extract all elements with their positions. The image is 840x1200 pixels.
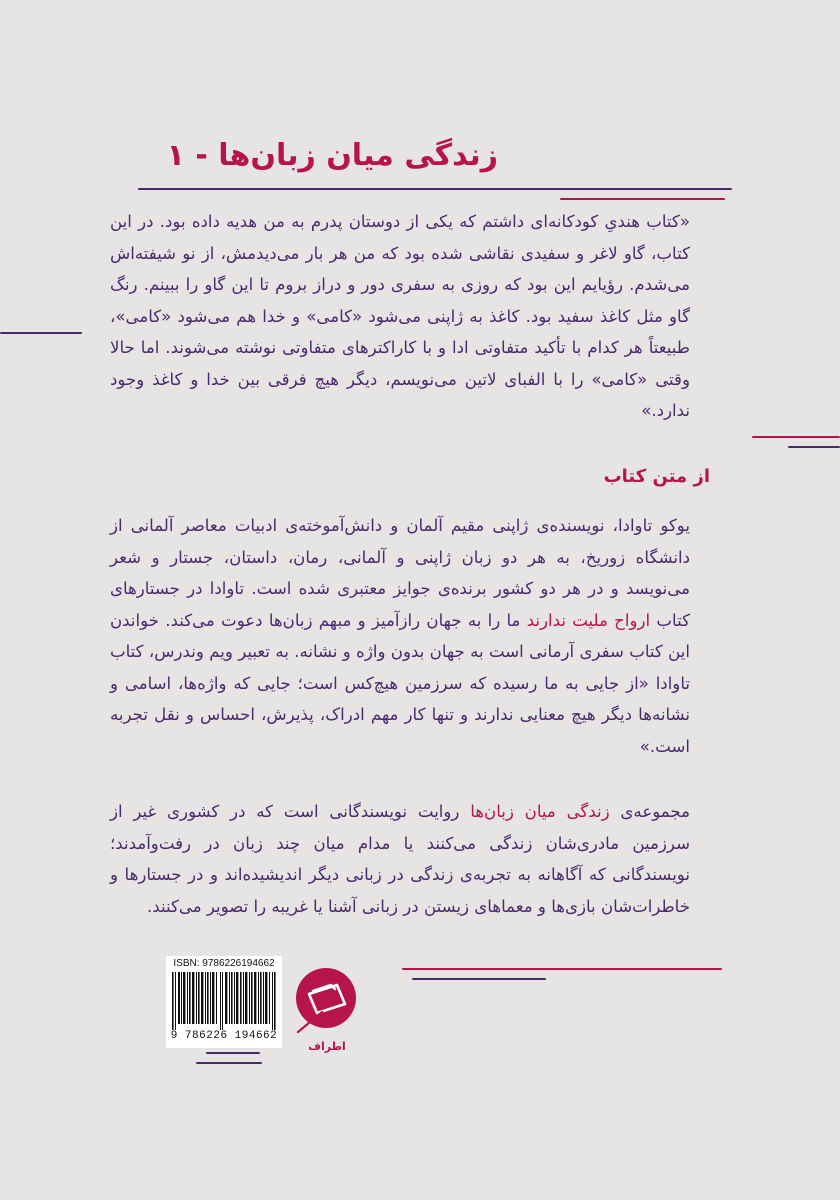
bottom-rule-red <box>402 968 722 970</box>
book-quote <box>110 206 690 427</box>
footer-rule-1 <box>206 1052 260 1054</box>
right-margin-rule-2 <box>788 446 840 448</box>
series-name-highlight: زندگی میان زبان‌ها <box>470 802 610 821</box>
series-text-part1: مجموعه‌ی <box>609 802 690 821</box>
publisher-name: اطراف <box>308 1040 346 1053</box>
book-quote-text: «کتاب هندیِ کودکانه‌ای داشتم که یکی از دوستان پدرم به من هدیه داده بود. در این کتاب، گاو لاغر و سفیدی نقاشی شده بود که من هر بار می‌دیدمش، از نو شیفته‌اش می‌شدم. رؤیایم این بود که روزی به سفری دور و دراز بروم تا این گاو را ببینم. رنگ گاو مثل کاغذ سفید بود. کاغذ به ژاپنی می‌شود «کامی» و خدا هم می‌شود «کامی»، طبیعتاً هر کدام با تأکید متفاوتی ادا و با کاراکترهای متفاوتی نوشته می‌شوند. اما حالا وقتی «کامی» را با الفبای لاتین می‌نویسم، دیگر هیچ فرقی بین خدا و کاغذ وجود ندارد.» <box>110 212 690 420</box>
series-title: زندگی میان زبان‌ها - ۱ <box>166 138 498 173</box>
series-text-part2: روایت نویسندگانی است که در کشوری غیر از سرزمین مادری‌شان زندگی می‌کنند یا مدام میان چند زبان در رفت‌وآمدند؛ نویسندگانی که آگاهانه به تجربه‌ی زندگی در زبانی دیگر اندیشیده‌اند و در جستارها و خاطرات‌شان بازی‌ها و معماهای زیستن در زبانی آشنا یا غریبه را تصویر می‌کنند. <box>110 802 690 916</box>
about-text-part1: یوکو تاوادا، نویسنده‌ی ژاپنی مقیم آلمان و دانش‌آموخته‌ی ادبیات معاصر آلمانی از دانشگاه زوریخ، به هر دو زبان ژاپنی و آلمانی، رمان، داستان، جستار و شعر می‌نویسد و در هر دو کشور برنده‌ی جوایز معتبری شده است. تاوادا در جستارهای کتاب <box>110 516 690 630</box>
title-underline-red <box>560 198 725 200</box>
book-title-highlight: ارواح ملیت ندارند <box>526 610 651 630</box>
bottom-rule-purple <box>412 978 546 980</box>
about-author <box>110 510 690 762</box>
about-author-text <box>110 510 690 762</box>
isbn-barcode <box>166 956 282 1048</box>
title-underline-purple <box>138 188 732 190</box>
about-series-text <box>110 796 690 922</box>
about-series <box>110 796 690 922</box>
footer-rule-2 <box>196 1062 262 1064</box>
isbn-label: ISBN: 9786226194662 <box>173 958 275 969</box>
quote-source: از متن کتاب <box>603 466 710 487</box>
folder-circle-logo-icon <box>292 964 362 1046</box>
barcode-bars <box>170 972 278 1030</box>
isbn-digits: 9 786226 194662 <box>170 1030 278 1042</box>
about-text-part2: ما را به جهان رازآمیز و مبهم زبان‌ها دعوت می‌کند. خواندن این کتاب سفری آرمانی است به جهان بدون واژه و نشانه. به تعبیر ویم وندرس، کتاب تاوادا «از جایی به ما رسیده که سرزمین هیچ‌کس است؛ جایی که واژه‌ها، اسامی و نشانه‌ها دیگر هیچ معنایی ندارند و تنها کار مهم ادراک، پذیرش، احساس و نقل تجربه است.» <box>110 610 690 756</box>
left-margin-rule <box>0 332 82 334</box>
right-margin-rule-1 <box>752 436 840 438</box>
